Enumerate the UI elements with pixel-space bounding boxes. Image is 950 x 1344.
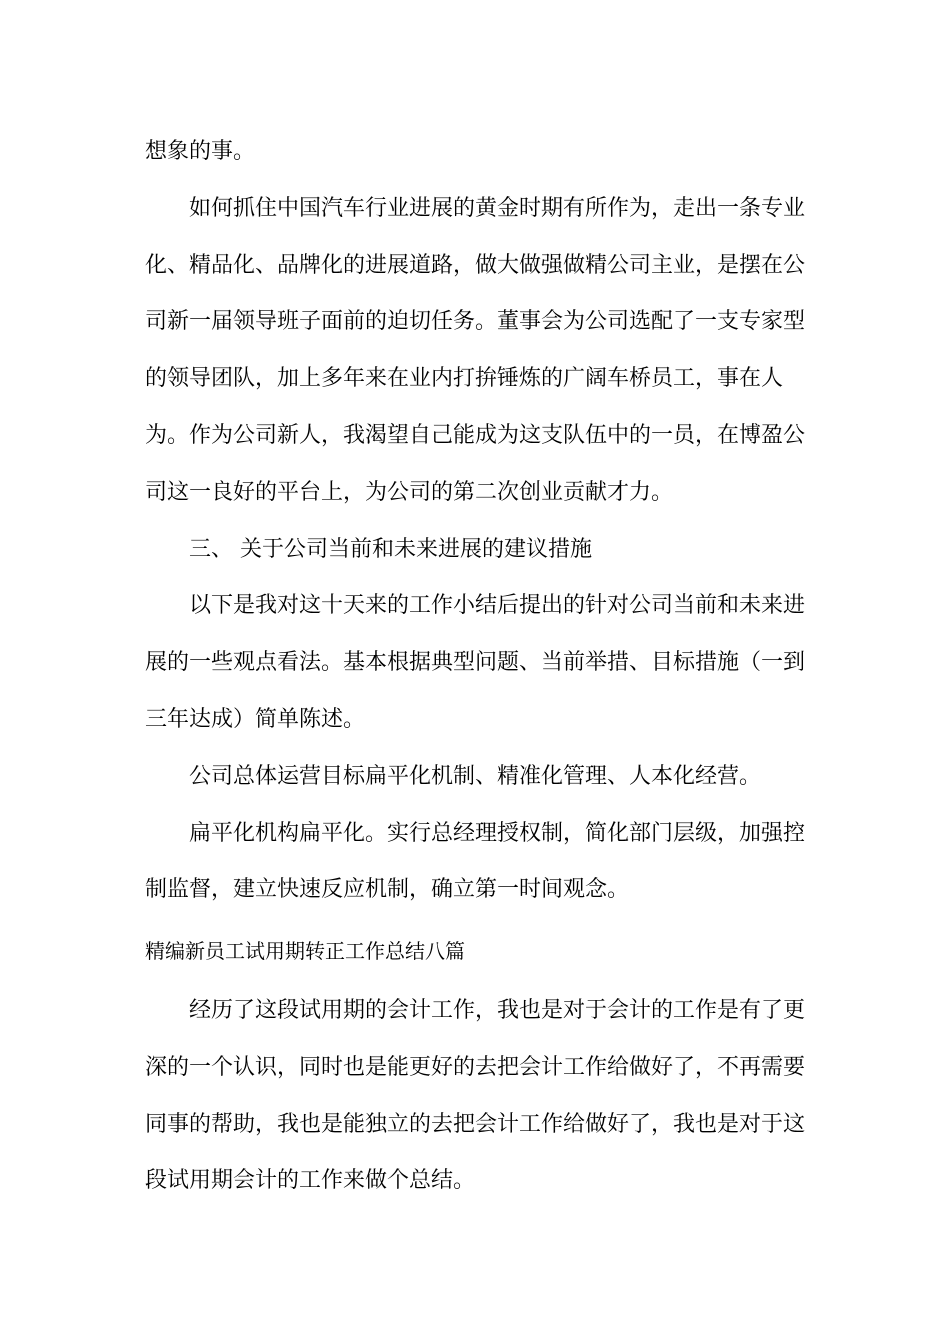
paragraph-accounting: 经历了这段试用期的会计工作，我也是对于会计的工作是有了更深的一个认识，同时也是能更好的去把会计工作给做好了，不再需要同事的帮助，我也是能独立的去把会计工作给做好了，我也是对于这段试用期会计的工作来做个总结。 bbox=[145, 998, 806, 1194]
paragraph-goals: 公司总体运营目标扁平化机制、精准化管理、人本化经营。 bbox=[189, 763, 762, 789]
paragraph-flattening: 扁平化机构扁平化。实行总经理授权制，简化部门层级，加强控制监督，建立快速反应机制，确立第一时间观念。 bbox=[145, 820, 806, 903]
continuation-line: 想象的事。 bbox=[145, 139, 256, 164]
document-body-part-2 bbox=[145, 983, 810, 1210]
section-heading: 三、 关于公司当前和未来进展的建议措施 bbox=[189, 536, 592, 562]
document-body-part-1 bbox=[145, 124, 810, 919]
paragraph-strategy: 如何抓住中国汽车行业进展的黄金时期有所作为，走出一条专业化、精品化、品牌化的进展道路，做大做强做精公司主业，是摆在公司新一届领导班子面前的迫切任务。董事会为公司选配了一支专家型的领导团队，加上多年来在业内打拚锤炼的广阔车桥员工，事在人为。作为公司新人，我渴望自己能成为这支队伍中的一员，在博盈公司这一良好的平台上，为公司的第二次创业贡献才力。 bbox=[145, 195, 806, 505]
paragraph-views: 以下是我对这十天来的工作小结后提出的针对公司当前和未来进展的一些观点看法。基本根据典型问题、当前举措、目标措施（一到三年达成）简单陈述。 bbox=[145, 593, 806, 732]
document-title: 精编新员工试用期转正工作总结八篇 bbox=[145, 939, 465, 963]
